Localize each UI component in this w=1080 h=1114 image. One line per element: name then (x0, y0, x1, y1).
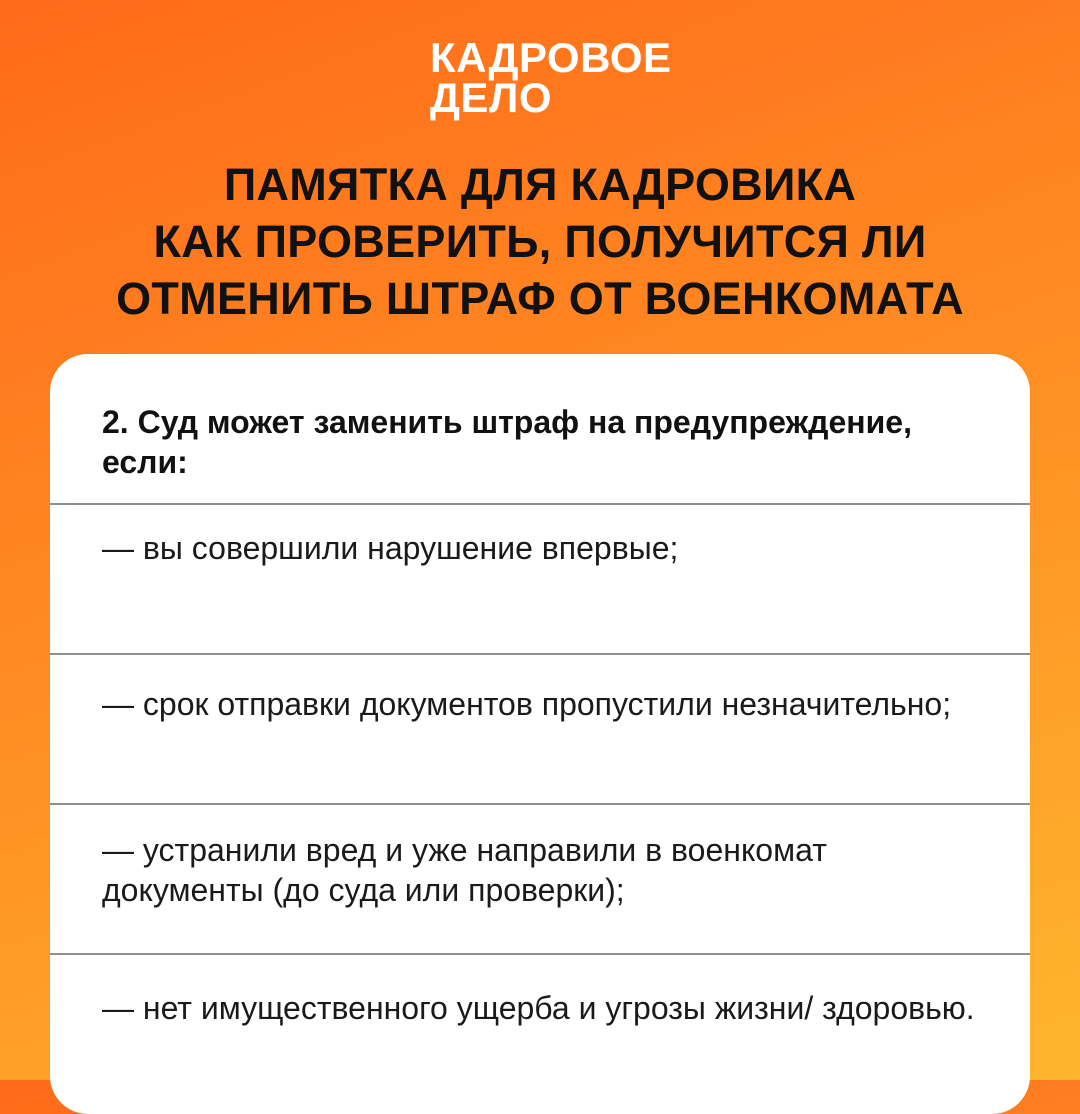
card-heading: 2. Суд может заменить штраф на предупреждение, если: (102, 404, 912, 480)
logo-line-1: КАДРОВОЕ (430, 34, 672, 81)
title-line-1: ПАМЯТКА ДЛЯ КАДРОВИКА (223, 159, 857, 210)
divider (50, 503, 1030, 505)
list-item: — нет имущественного ущерба и угрозы жизни/ здоровью. (102, 990, 975, 1026)
list-item: — срок отправки документов пропустили незначительно; (102, 686, 952, 722)
brand-logo (430, 34, 672, 121)
divider (50, 803, 1030, 805)
list-item: — вы совершили нарушение впервые; (102, 530, 679, 566)
list-item: — устранили вред и уже направили в военкомат документы (до суда или проверки); (102, 832, 827, 908)
content-card (50, 354, 1030, 1114)
logo-line-2: ДЕЛО (430, 74, 553, 121)
divider (50, 953, 1030, 955)
title-line-2: КАК ПРОВЕРИТЬ, ПОЛУЧИТСЯ ЛИ (153, 216, 927, 267)
page-title (0, 156, 1080, 327)
divider (50, 653, 1030, 655)
title-line-3: ОТМЕНИТЬ ШТРАФ ОТ ВОЕНКОМАТА (116, 273, 964, 324)
